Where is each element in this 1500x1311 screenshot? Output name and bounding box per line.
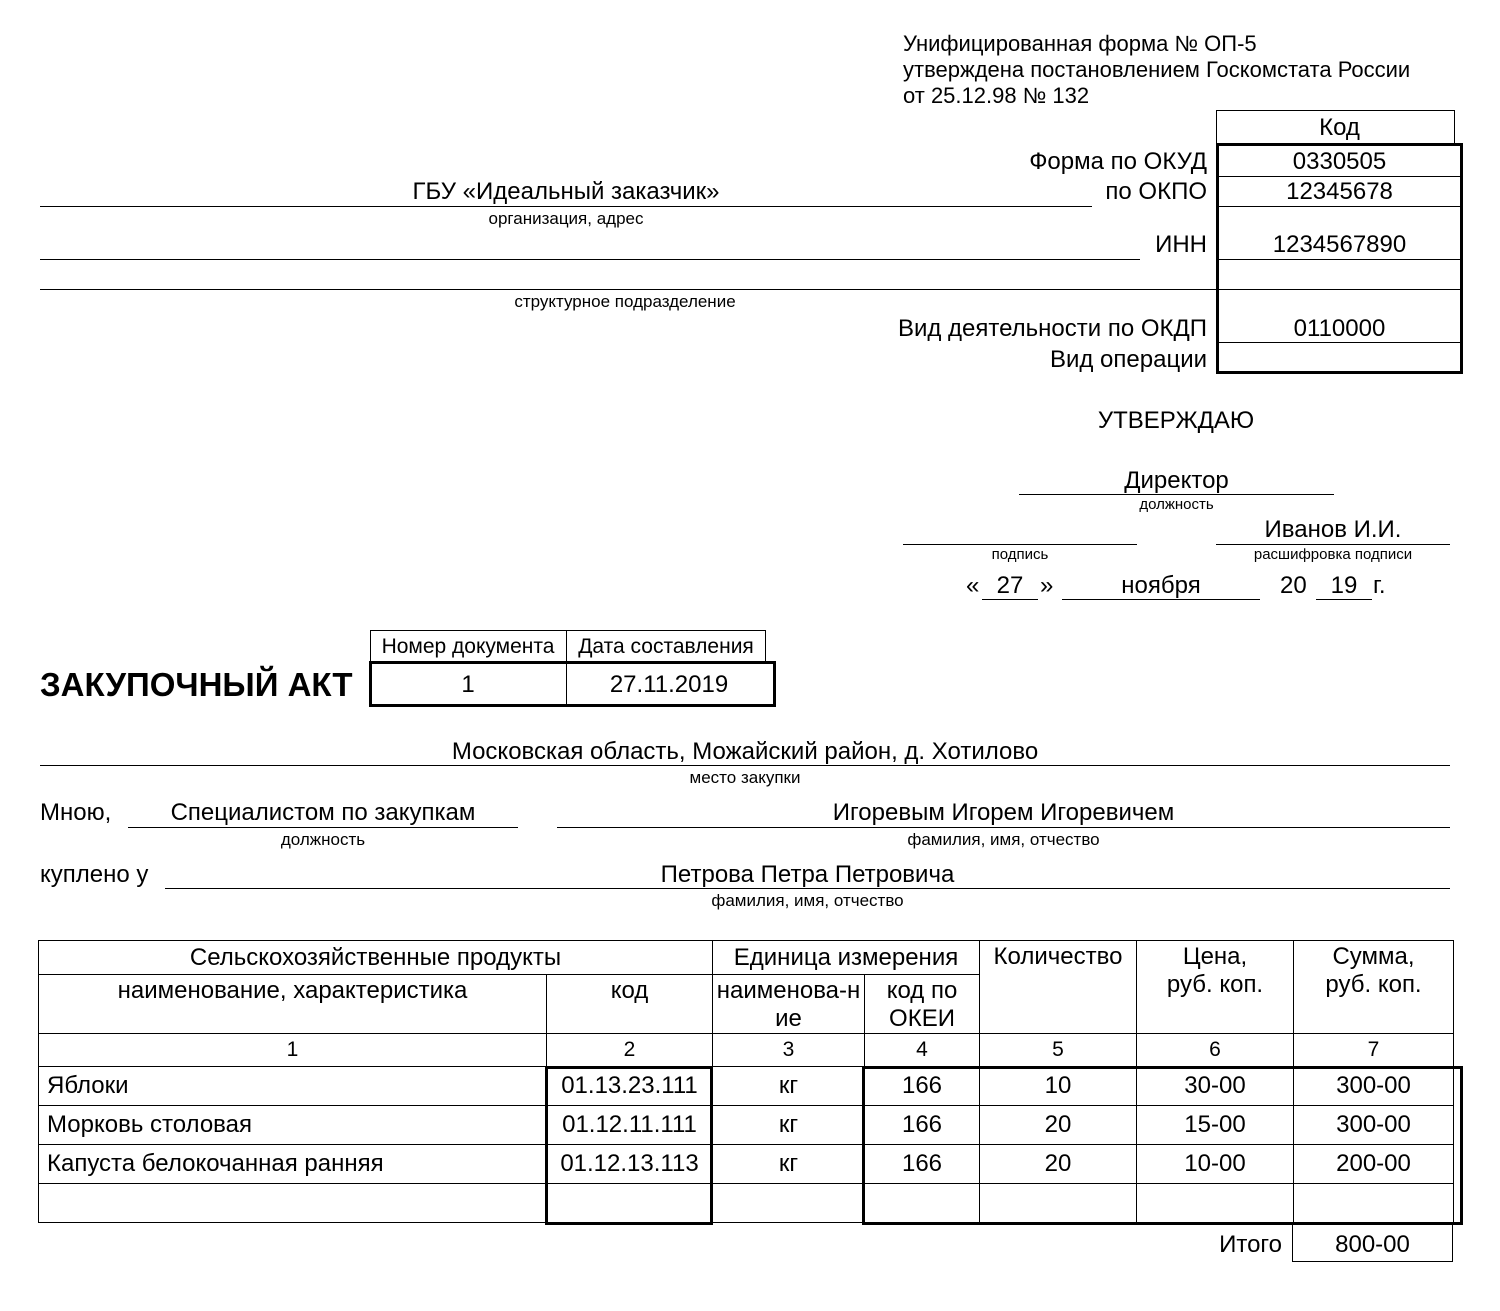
column-number: 1 [39, 1034, 547, 1067]
purchaser-position-caption: должность [280, 830, 366, 849]
seller-label: куплено у [40, 861, 149, 888]
operation-label: Вид операции [1049, 346, 1207, 373]
cell-name: Капуста белокочанная ранняя [39, 1145, 547, 1184]
cell-qty: 10 [980, 1067, 1137, 1106]
header-product-code: код [547, 975, 713, 1034]
approver-name: Иванов И.И. [1264, 516, 1402, 543]
cell-code: 01.12.13.113 [547, 1145, 713, 1184]
approval-month: ноября [1121, 572, 1201, 599]
code-divider [1219, 206, 1460, 207]
approver-position-caption: должность [1139, 496, 1214, 513]
document-title: ЗАКУПОЧНЫЙ АКТ [40, 666, 353, 703]
cell-sum: 300-00 [1294, 1106, 1454, 1145]
approver-name-line [1216, 544, 1450, 545]
cell-unit: кг [713, 1106, 865, 1145]
cell-okei: 166 [865, 1067, 980, 1106]
cell-qty: 20 [980, 1145, 1137, 1184]
purchaser-label: Мною, [40, 799, 112, 826]
okud-value: 0330505 [1292, 148, 1387, 175]
inn-label: ИНН [1155, 231, 1207, 258]
cell-price: 30-00 [1137, 1067, 1294, 1106]
total-label: Итого [1219, 1231, 1282, 1258]
okdp-value: 0110000 [1293, 315, 1386, 342]
cell-qty: 20 [980, 1106, 1137, 1145]
code-column-frame [545, 1066, 713, 1225]
column-number: 4 [865, 1034, 980, 1067]
doc-number: 1 [461, 671, 475, 698]
form-name-line: Унифицированная форма № ОП-5 [903, 31, 1257, 56]
signature-line [903, 544, 1137, 545]
total-value: 800-00 [1335, 1231, 1410, 1258]
cell-price: 15-00 [1137, 1106, 1294, 1145]
cell-sum: 200-00 [1294, 1145, 1454, 1184]
header-price: Цена, руб. коп. [1137, 941, 1294, 1034]
cell-code: 01.12.11.111 [547, 1106, 713, 1145]
subdivision-line [40, 289, 1216, 290]
approver-position-line [1019, 494, 1334, 495]
code-header-label: Код [1319, 114, 1360, 141]
approval-year-suffix: г. [1373, 572, 1386, 599]
date-quote-close: » [1040, 572, 1054, 599]
approval-month-line [1062, 599, 1260, 600]
cell-okei: 166 [865, 1106, 980, 1145]
seller-name-line [165, 888, 1450, 889]
cell-name: Яблоки [39, 1067, 547, 1106]
doc-date-header-label: Дата составления [578, 635, 754, 658]
signature-caption: подпись [991, 546, 1049, 563]
doc-number-header-label: Номер документа [381, 635, 555, 658]
date-quote-open: « [966, 572, 980, 599]
purchaser-position-line [128, 827, 518, 828]
code-divider [1219, 259, 1460, 260]
approval-title: УТВЕРЖДАЮ [1097, 407, 1255, 434]
purchase-place-line [40, 765, 1450, 766]
header-sum: Сумма, руб. коп. [1294, 941, 1454, 1034]
code-divider [1219, 289, 1460, 290]
cell-unit: кг [713, 1067, 865, 1106]
approver-position: Директор [1124, 467, 1229, 494]
header-products: Сельскохозяйственные продукты [39, 941, 713, 975]
cell-okei: 166 [865, 1145, 980, 1184]
approver-name-caption: расшифровка подписи [1253, 546, 1413, 563]
column-number: 7 [1294, 1034, 1454, 1067]
okpo-label: по ОКПО [1105, 178, 1207, 205]
purchaser-position: Специалистом по закупкам [170, 799, 476, 826]
organization-caption: организация, адрес [488, 209, 644, 228]
cell-unit [713, 1184, 865, 1223]
approval-year-line [1316, 599, 1372, 600]
header-okei: код по ОКЕИ [865, 975, 980, 1034]
cell-price: 10-00 [1137, 1145, 1294, 1184]
header-units: Единица измерения [713, 941, 980, 975]
organization-line-2 [40, 259, 1140, 260]
inn-value: 1234567890 [1272, 231, 1407, 258]
purchase-place: Московская область, Можайский район, д. Хотилово [451, 738, 1039, 765]
header-unit-name: наименова-н ие [713, 975, 865, 1034]
cell-name: Морковь столовая [39, 1106, 547, 1145]
approval-day: 27 [996, 572, 1024, 599]
code-divider [1219, 342, 1460, 343]
cell-name [39, 1184, 547, 1223]
organization-line [40, 206, 1092, 207]
okdp-label: Вид деятельности по ОКДП [897, 315, 1207, 342]
okud-label: Форма по ОКУД [1029, 148, 1207, 175]
header-product-name: наименование, характеристика [39, 975, 547, 1034]
seller-name-caption: фамилия, имя, отчество [711, 891, 904, 910]
code-divider [1219, 176, 1460, 177]
header-quantity: Количество [980, 941, 1137, 1034]
purchase-place-caption: место закупки [689, 768, 801, 787]
cell-sum: 300-00 [1294, 1067, 1454, 1106]
column-number: 5 [980, 1034, 1137, 1067]
organization-name: ГБУ «Идеальный заказчик» [412, 178, 720, 205]
purchaser-name-line [557, 827, 1450, 828]
column-number: 6 [1137, 1034, 1294, 1067]
approval-day-line [982, 599, 1038, 600]
form-approval-line: утверждена постановлением Госкомстата России [903, 57, 1411, 82]
subdivision-caption: структурное подразделение [514, 292, 736, 311]
values-frame [862, 1066, 1463, 1225]
column-number: 3 [713, 1034, 865, 1067]
cell-code: 01.13.23.111 [547, 1067, 713, 1106]
okpo-value: 12345678 [1286, 178, 1393, 205]
column-number: 2 [547, 1034, 713, 1067]
seller-name: Петрова Петра Петровича [660, 861, 955, 888]
doc-date: 27.11.2019 [609, 671, 729, 698]
cell-unit: кг [713, 1145, 865, 1184]
form-date-line: от 25.12.98 № 132 [903, 83, 1090, 108]
purchaser-name-caption: фамилия, имя, отчество [907, 830, 1100, 849]
approval-year: 19 [1330, 572, 1358, 599]
approval-year-prefix: 20 [1280, 572, 1307, 599]
purchaser-name: Игоревым Игорем Игоревичем [832, 799, 1175, 826]
